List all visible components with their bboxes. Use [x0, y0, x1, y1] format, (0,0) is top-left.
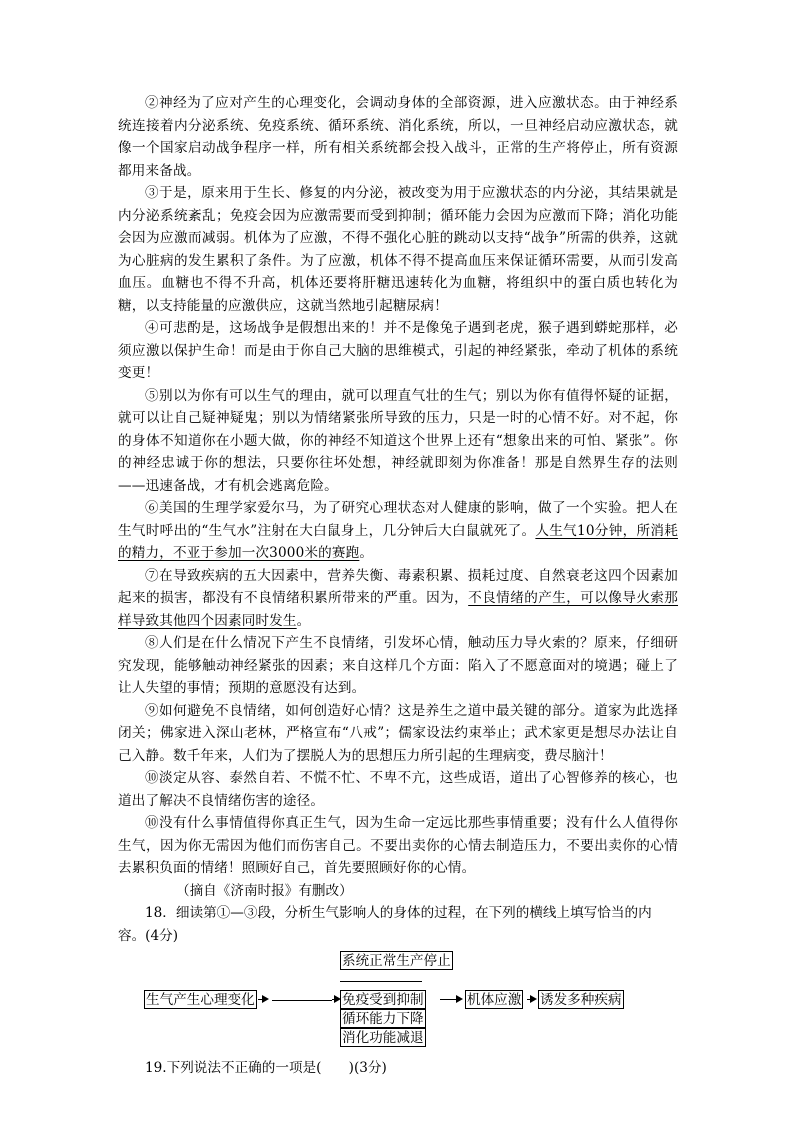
paragraph-10: ⑩淡定从容、泰然自若、不慌不忙、不卑不亢，这些成语，道出了心智修养的核心，也道出了解决不良情绪伤害的途径。: [118, 770, 678, 809]
paragraph-6-underlined: 人生气10分钟，所消耗的精力，不亚于参加一次3000米的赛跑: [118, 522, 679, 561]
paragraph-6-text: ⑥美国的生理学家爱尔马，为了研究心理状态对人健康的影响，做了一个实验。把人在生气时呼出的“生气水”注射在大白鼠身上，几分钟后大白鼠就死了。: [118, 500, 678, 539]
paragraph-9: ⑨如何避免不良情绪，如何创造好心情？这是养生之道中最关键的部分。道家为此选择闭关；佛家进入深山老林，严格宣布“八戒”；儒家设法约束举止；武术家更是想尽办法让自己入静。数千年来，人们为了摆脱人为的思想压力所引起的生理病变，费尽脑汁！: [118, 702, 678, 764]
source-citation: （摘自《济南时报》有删改）: [176, 882, 353, 899]
document-page: [118, 92, 678, 1080]
paragraph-7-text: ⑦在导致疾病的五大因素中，营养失衡、毒素积累、损耗过度、自然衰老这四个因素加起来的损害，都没有不良情绪积累所带来的严重。因为，: [118, 567, 678, 606]
arrow-1: [262, 995, 269, 1003]
paragraph-4: ④可悲酌是，这场战争是假想出来的！并不是像兔子遇到老虎，猴子遇到蟒蛇那样，必须应激以保护生命！而是由于你自己大脑的思维模式，引起的神经紧张，牵动了机体的系统变更！: [118, 320, 678, 381]
box-stress: 机体应激: [467, 992, 522, 1008]
box-start: 生气产生心理变化: [146, 992, 255, 1008]
paragraph-11: ⑩没有什么事情值得你真正生气，因为生命一定远比那些事情重要；没有什么人值得你生气，因为你无需因为他们而伤害自己。不要出卖你的心情去制造压力，不要出卖你的心情去累积负面的情绪！照顾好自己，首先要照顾好你的心情。: [118, 815, 678, 876]
paragraph-2: ②神经为了应对产生的心理变化，会调动身体的全部资源，进入应激状态。由于神经系统连接着内分泌系统、免疫系统、循环系统、消化系统，所以，一旦神经启动应激状态，就像一个国家启动战争程序一样，所有相关系统都会投入战斗，正常的生产将停止，所有资源都用来备战。: [118, 95, 678, 179]
arrow-3: [456, 995, 463, 1003]
question-19: 19.下列说法不正确的一项是( )(3分): [145, 1060, 387, 1076]
arrow-line-3: [440, 999, 456, 1000]
arrow-4: [530, 995, 537, 1003]
box-digestion: 消化功能减退: [342, 1030, 424, 1046]
paragraph-7-underlined: 不良情绪的产生，可以像导火索那样导致其他四个因素同时发生: [118, 590, 679, 629]
paragraph-7-end: 。: [296, 612, 311, 629]
flow-diagram: [118, 951, 678, 1061]
question-18: 18．细读第①—③段，分析生气影响人的身体的过程，在下列的横线上填写恰当的内容。(4分): [118, 905, 652, 944]
connector-top: [340, 981, 422, 982]
box-immune: 免疫受到抑制: [342, 992, 424, 1008]
paragraph-3: ③于是，原来用于生长、修复的内分泌，被改变为用于应激状态的内分泌，其结果就是内分泌系统紊乱；免疫会因为应激需要而受到抑制；循环能力会因为应激而下降；消化功能会因为应激而减弱。机体为了应激，不得不强化心脏的跳动以支持“战争”所需的供养，这就为心脏病的发生累积了条件。为了应激，机体不得不提高血压来保证循环需要，从而引发高血压。血糖也不得不升高，机体还要将肝糖迅速转化为血糖，将组织中的蛋白质也转化为糖，以支持能量的应激供应，这就当然地引起糖尿病！: [118, 185, 678, 314]
box-disease: 诱发多种疾病: [540, 992, 622, 1008]
paragraph-6: [118, 497, 678, 565]
box-circulation: 循环能力下降: [342, 1011, 424, 1027]
paragraph-8: ⑧人们是在什么情况下产生不良情绪，引发坏心情，触动压力导火索的？原来，仔细研究发现，能够触动神经紧张的因素；来自这样几个方面：陷入了不愿意面对的境遇；碰上了让人失望的事情；预期的意愿没有达到。: [118, 635, 678, 696]
paragraph-6-end: 。: [359, 545, 374, 561]
paragraph-5: ⑤别以为你有可以生气的理由，就可以理直气壮的生气；别以为你有值得怀疑的证据，就可以让自己疑神疑鬼；别以为情绪紧张所导致的压力，只是一时的心情不好。对不起，你的身体不知道你在小题大做，你的神经不知道这个世界上还有“想象出来的可怕、紧张”。你的神经忠诚于你的想法，只要你往坏处想，神经就即刻为你准备！那是自然界生存的法则——迅速备战，才有机会逃离危险。: [118, 387, 678, 494]
answer-blank[interactable]: [272, 999, 332, 1001]
box-system-stop: 系统正常生产停止: [342, 953, 451, 969]
paragraph-7: [118, 565, 678, 633]
